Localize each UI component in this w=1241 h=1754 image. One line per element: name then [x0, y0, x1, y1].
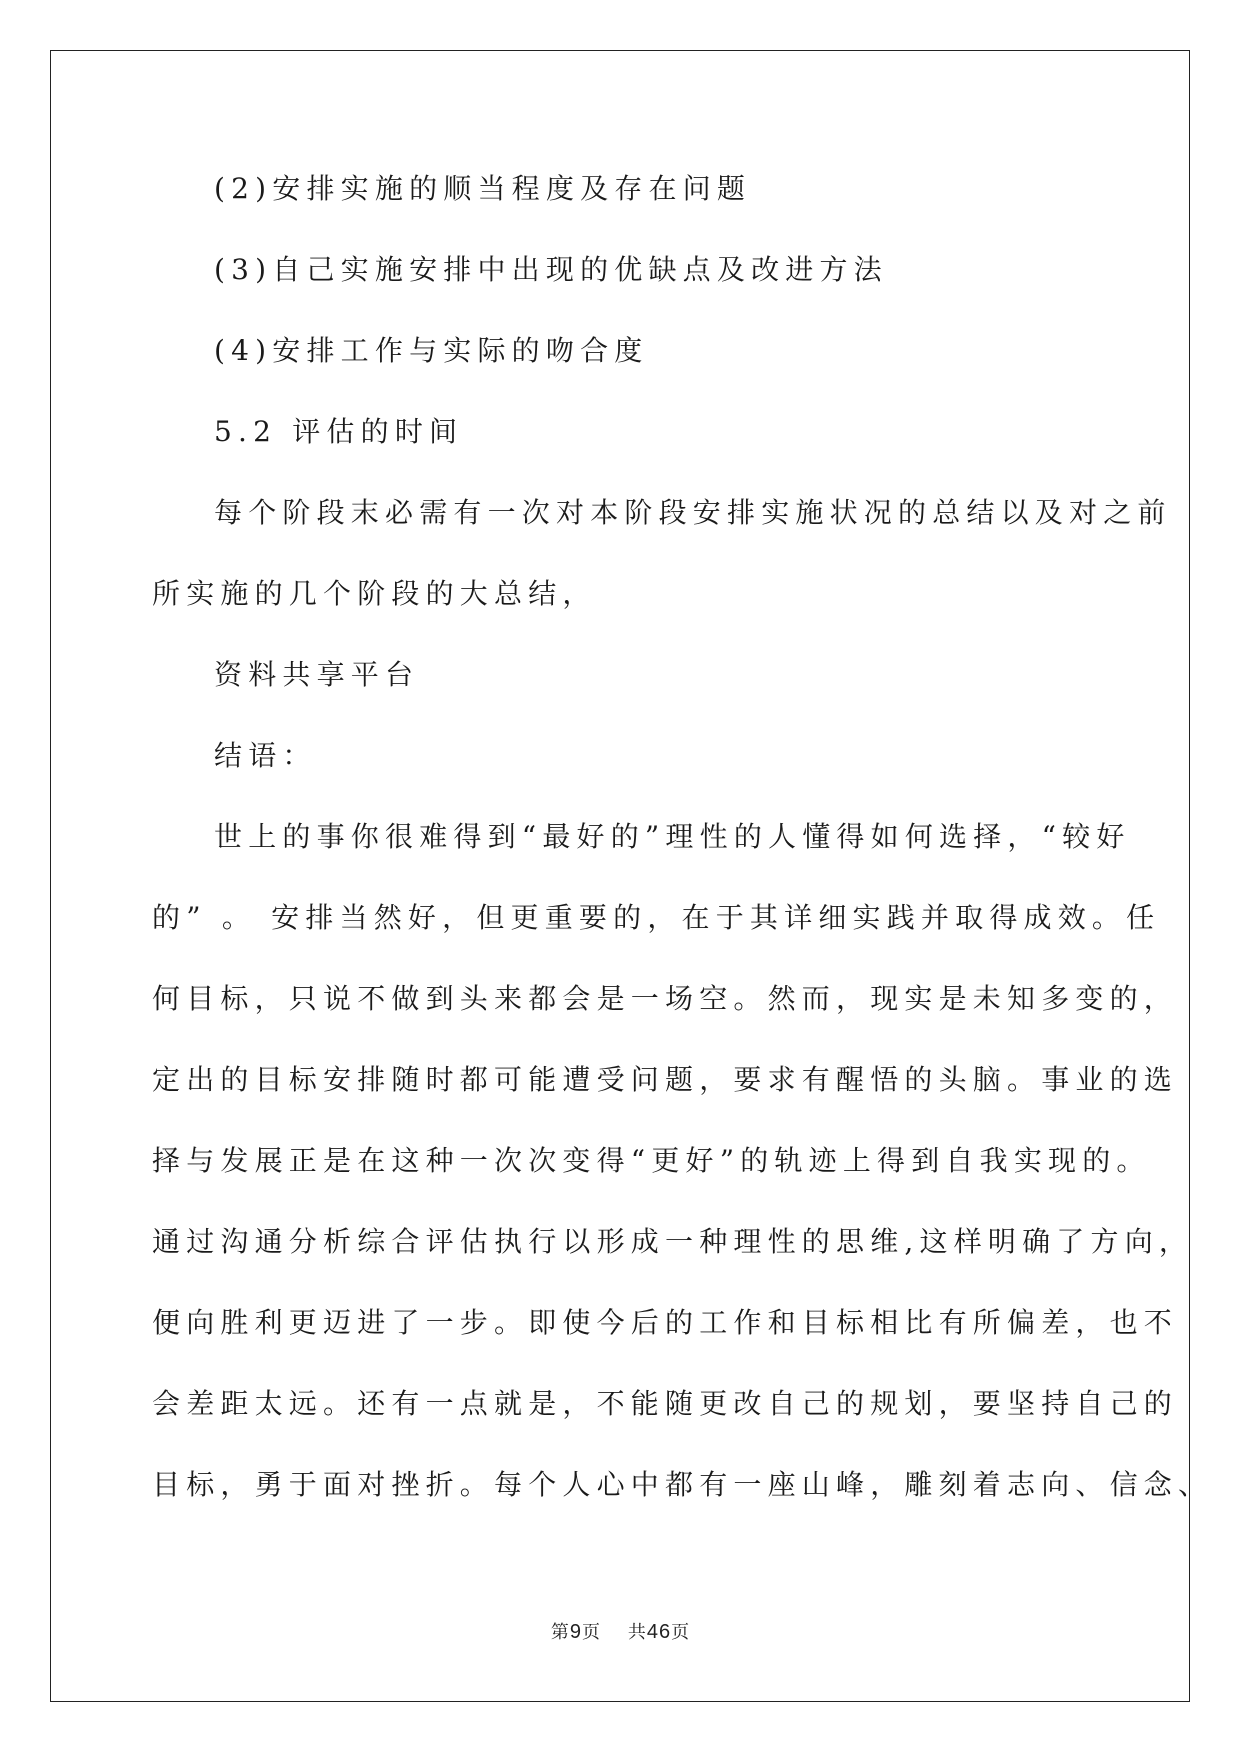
paragraph-line: 会差距太远。还有一点就是，不能随更改自己的规划，要坚持自己的	[152, 1387, 1179, 1420]
list-item-3: (3)自己实施安排中出现的优缺点及改进方法	[214, 253, 888, 286]
paragraph-line: 通过沟通分析综合评估执行以形成一种理性的思维,这样明确了方向，	[152, 1225, 1194, 1258]
paragraph-line: 世上的事你很难得到“最好的”理性的人懂得如何选择，“较好	[214, 820, 1131, 853]
paragraph-line: 目标，勇于面对挫折。每个人心中都有一座山峰，雕刻着志向、信念、	[152, 1468, 1213, 1501]
footer-total-prefix: 共	[627, 1622, 647, 1643]
paragraph-line: 的” 。 安排当然好，但更重要的，在于其详细实践并取得成效。任	[152, 901, 1161, 934]
paragraph-line: 便向胜利更迈进了一步。即使今后的工作和目标相比有所偏差，也不	[152, 1306, 1179, 1339]
paragraph-line: 定出的目标安排随时都可能遭受问题，要求有醒悟的头脑。事业的选	[152, 1063, 1179, 1096]
paragraph-line: 何目标，只说不做到头来都会是一场空。然而，现实是未知多变的，	[152, 982, 1179, 1015]
paragraph-line: 所实施的几个阶段的大总结，	[152, 577, 597, 610]
footer-page-suffix: 页	[581, 1622, 601, 1643]
paragraph-line: 择与发展正是在这种一次次变得“更好”的轨迹上得到自我实现的。	[152, 1144, 1151, 1177]
current-page-number: 9	[569, 1621, 582, 1643]
paragraph-line: 资料共享平台	[214, 658, 420, 691]
total-page-number: 46	[646, 1621, 672, 1643]
footer-total-suffix: 页	[671, 1622, 691, 1643]
conclusion-heading: 结语：	[214, 739, 317, 772]
section-heading-5-2: 5.2 评估的时间	[214, 415, 464, 448]
footer-prefix: 第	[550, 1622, 570, 1643]
page-footer	[0, 1618, 1241, 1644]
paragraph-line: 每个阶段末必需有一次对本阶段安排实施状况的总结以及对之前	[214, 496, 1172, 529]
list-item-2: (2)安排实施的顺当程度及存在问题	[214, 172, 752, 205]
page-border	[50, 50, 1190, 1702]
list-item-4: (4)安排工作与实际的吻合度	[214, 334, 649, 367]
